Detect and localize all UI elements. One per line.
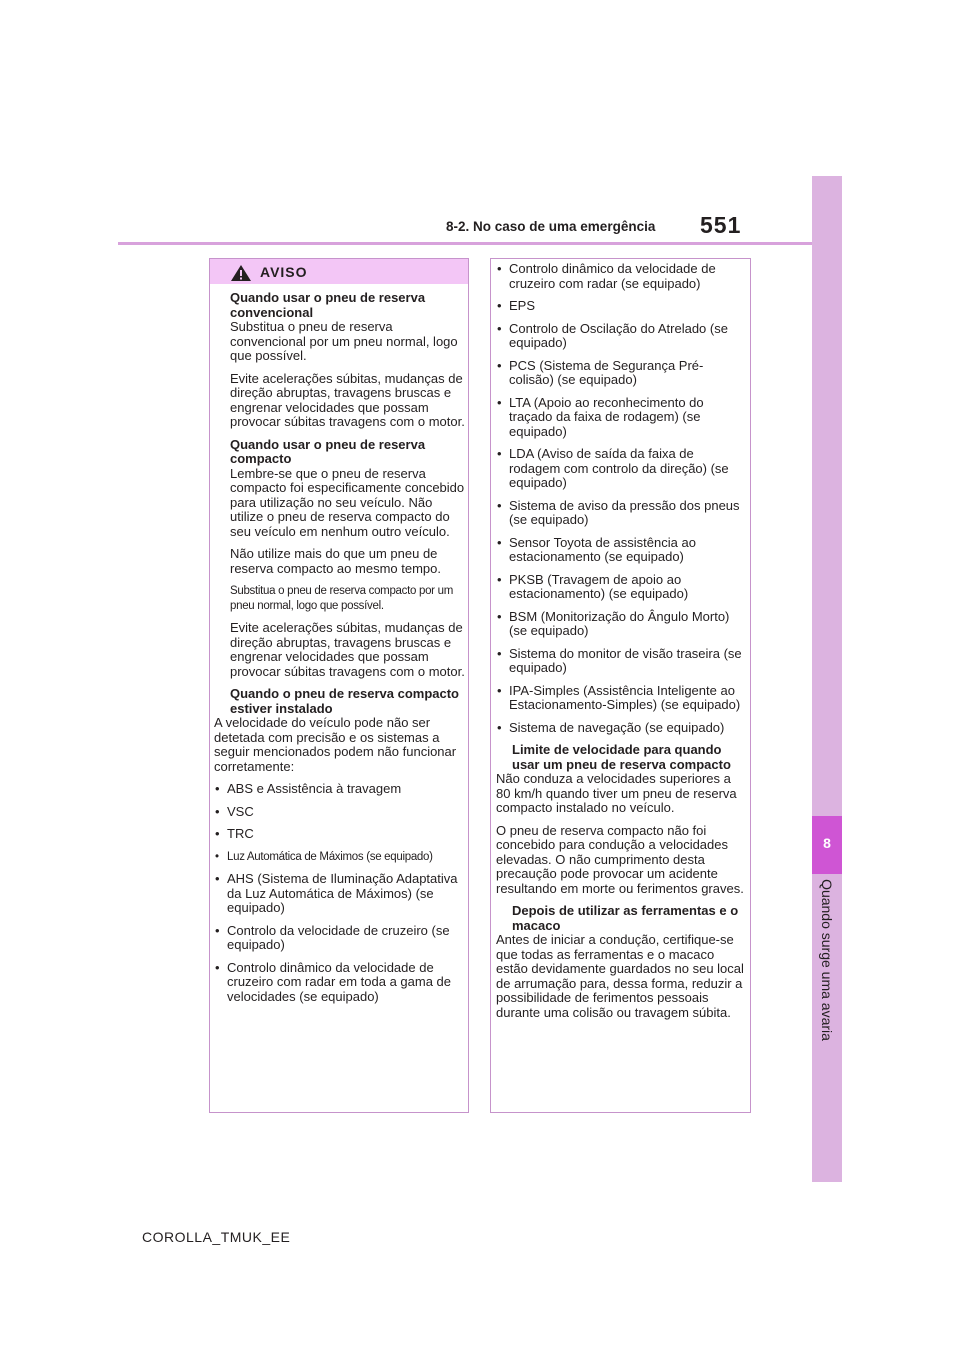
list-item: • BSM (Monitorização do Ângulo Morto) (se equipado) (496, 610, 748, 639)
list-item: • IPA-Simples (Assistência Inteligente ao Estacionamento-Simples) (se equipado) (496, 684, 748, 713)
list-item: • ABS e Assistência à travagem (214, 782, 466, 797)
warning-triangle-icon (230, 264, 252, 282)
block-paragraph: O pneu de reserva compacto não foi concebido para condução a velocidades elevadas. O não cumprimento desta precaução pode provocar um acidente resultando em morte ou ferimentos graves. (496, 822, 744, 896)
block-paragraph: Lembre-se que o pneu de reserva compacto foi especificamente concebido para utilização no seu veículo. Não utilize o pneu de reserva compacto do seu veículo em nenhum outro veículo. (230, 465, 465, 539)
list-item: • Sistema de aviso da pressão dos pneus (se equipado) (496, 499, 748, 528)
block-heading: Quando usar o pneu de reserva convencional (230, 290, 426, 320)
chapter-number: 8 (823, 835, 831, 851)
list-item: • Sistema do monitor de visão traseira (se equipado) (496, 647, 748, 676)
header-divider (118, 242, 840, 245)
list-item: • PKSB (Travagem de apoio ao estacionamento) (se equipado) (496, 573, 748, 602)
list-item: • Controlo dinâmico da velocidade de cruzeiro com radar (se equipado) (496, 262, 748, 291)
list-item: • PCS (Sistema de Segurança Pré-colisão) (se equipado) (496, 359, 748, 388)
block-paragraph: Evite acelerações súbitas, mudanças de direção abruptas, travagens bruscas e engrenar velocidades que possam provocar súbitas travagens com o motor. (230, 620, 465, 679)
block-paragraph: Não conduza a velocidades superiores a 80 km/h quando tiver um pneu de reserva compacto instalado no veículo. (496, 771, 737, 815)
warning-header (210, 259, 468, 284)
warning-left-content (214, 291, 466, 1012)
list-item: • Controlo da velocidade de cruzeiro (se equipado) (214, 924, 466, 953)
list-item: • EPS (496, 299, 748, 314)
block-intro: A velocidade do veículo pode não ser detetada com precisão e os sistemas a seguir mencionados podem não funcionar corretamente: (214, 715, 457, 774)
list-item: • Controlo de Oscilação do Atrelado (se equipado) (496, 322, 748, 351)
list-item: • Sistema de navegação (se equipado) (496, 721, 748, 736)
section-title: 8-2. No caso de uma emergência (446, 219, 656, 234)
page-number: 551 (700, 212, 742, 238)
list-item: • TRC (214, 827, 466, 842)
list-item: • Sensor Toyota de assistência ao estacionamento (se equipado) (496, 536, 748, 565)
warning-right-content (496, 262, 748, 1028)
block-paragraph: Não utilize mais do que um pneu de reserva compacto ao mesmo tempo. (230, 546, 441, 576)
block-paragraph: Evite acelerações súbitas, mudanças de direção abruptas, travagens bruscas e engrenar velocidades que possam provocar súbitas travagens com o motor. (230, 370, 465, 429)
block-heading: Quando o pneu de reserva compacto estiver instalado (230, 686, 459, 716)
list-item: • AHS (Sistema de Iluminação Adaptativa da Luz Automática de Máximos) (se equipado) (214, 872, 466, 916)
block-paragraph: Antes de iniciar a condução, certifique-se que todas as ferramentas e o macaco estão devidamente guardados no seu local de arrumação para, dessa forma, reduzir a possibilidade de ferimentos pessoais durante uma colisão ou travagem súbita. (496, 932, 744, 1020)
block-heading: Quando usar o pneu de reserva compacto (230, 436, 426, 466)
list-item: • Controlo dinâmico da velocidade de cruzeiro com radar em toda a gama de velocidades (se equipado) (214, 961, 466, 1005)
warning-title: AVISO (260, 264, 308, 280)
block-paragraph: Substitua o pneu de reserva compacto por um pneu normal, logo que possível. (230, 585, 453, 612)
list-item: • VSC (214, 805, 466, 820)
document-code: COROLLA_TMUK_EE (142, 1229, 291, 1245)
list-item: • Luz Automática de Máximos (se equipado) (214, 850, 466, 865)
block-heading: Limite de velocidade para quando usar um pneu de reserva compacto (512, 742, 731, 772)
block-paragraph: Substitua o pneu de reserva convencional por um pneu normal, logo que possível. (230, 319, 458, 363)
block-heading: Depois de utilizar as ferramentas e o macaco (512, 903, 739, 933)
list-item: • LTA (Apoio ao reconhecimento do traçado da faixa de rodagem) (se equipado) (496, 396, 748, 440)
warning-box-left (209, 258, 469, 1113)
chapter-label: Quando surge uma avaria (819, 879, 835, 1041)
list-item: • LDA (Aviso de saída da faixa de rodagem com controlo da direção) (se equipado) (496, 447, 748, 491)
warning-box-right (490, 258, 751, 1113)
